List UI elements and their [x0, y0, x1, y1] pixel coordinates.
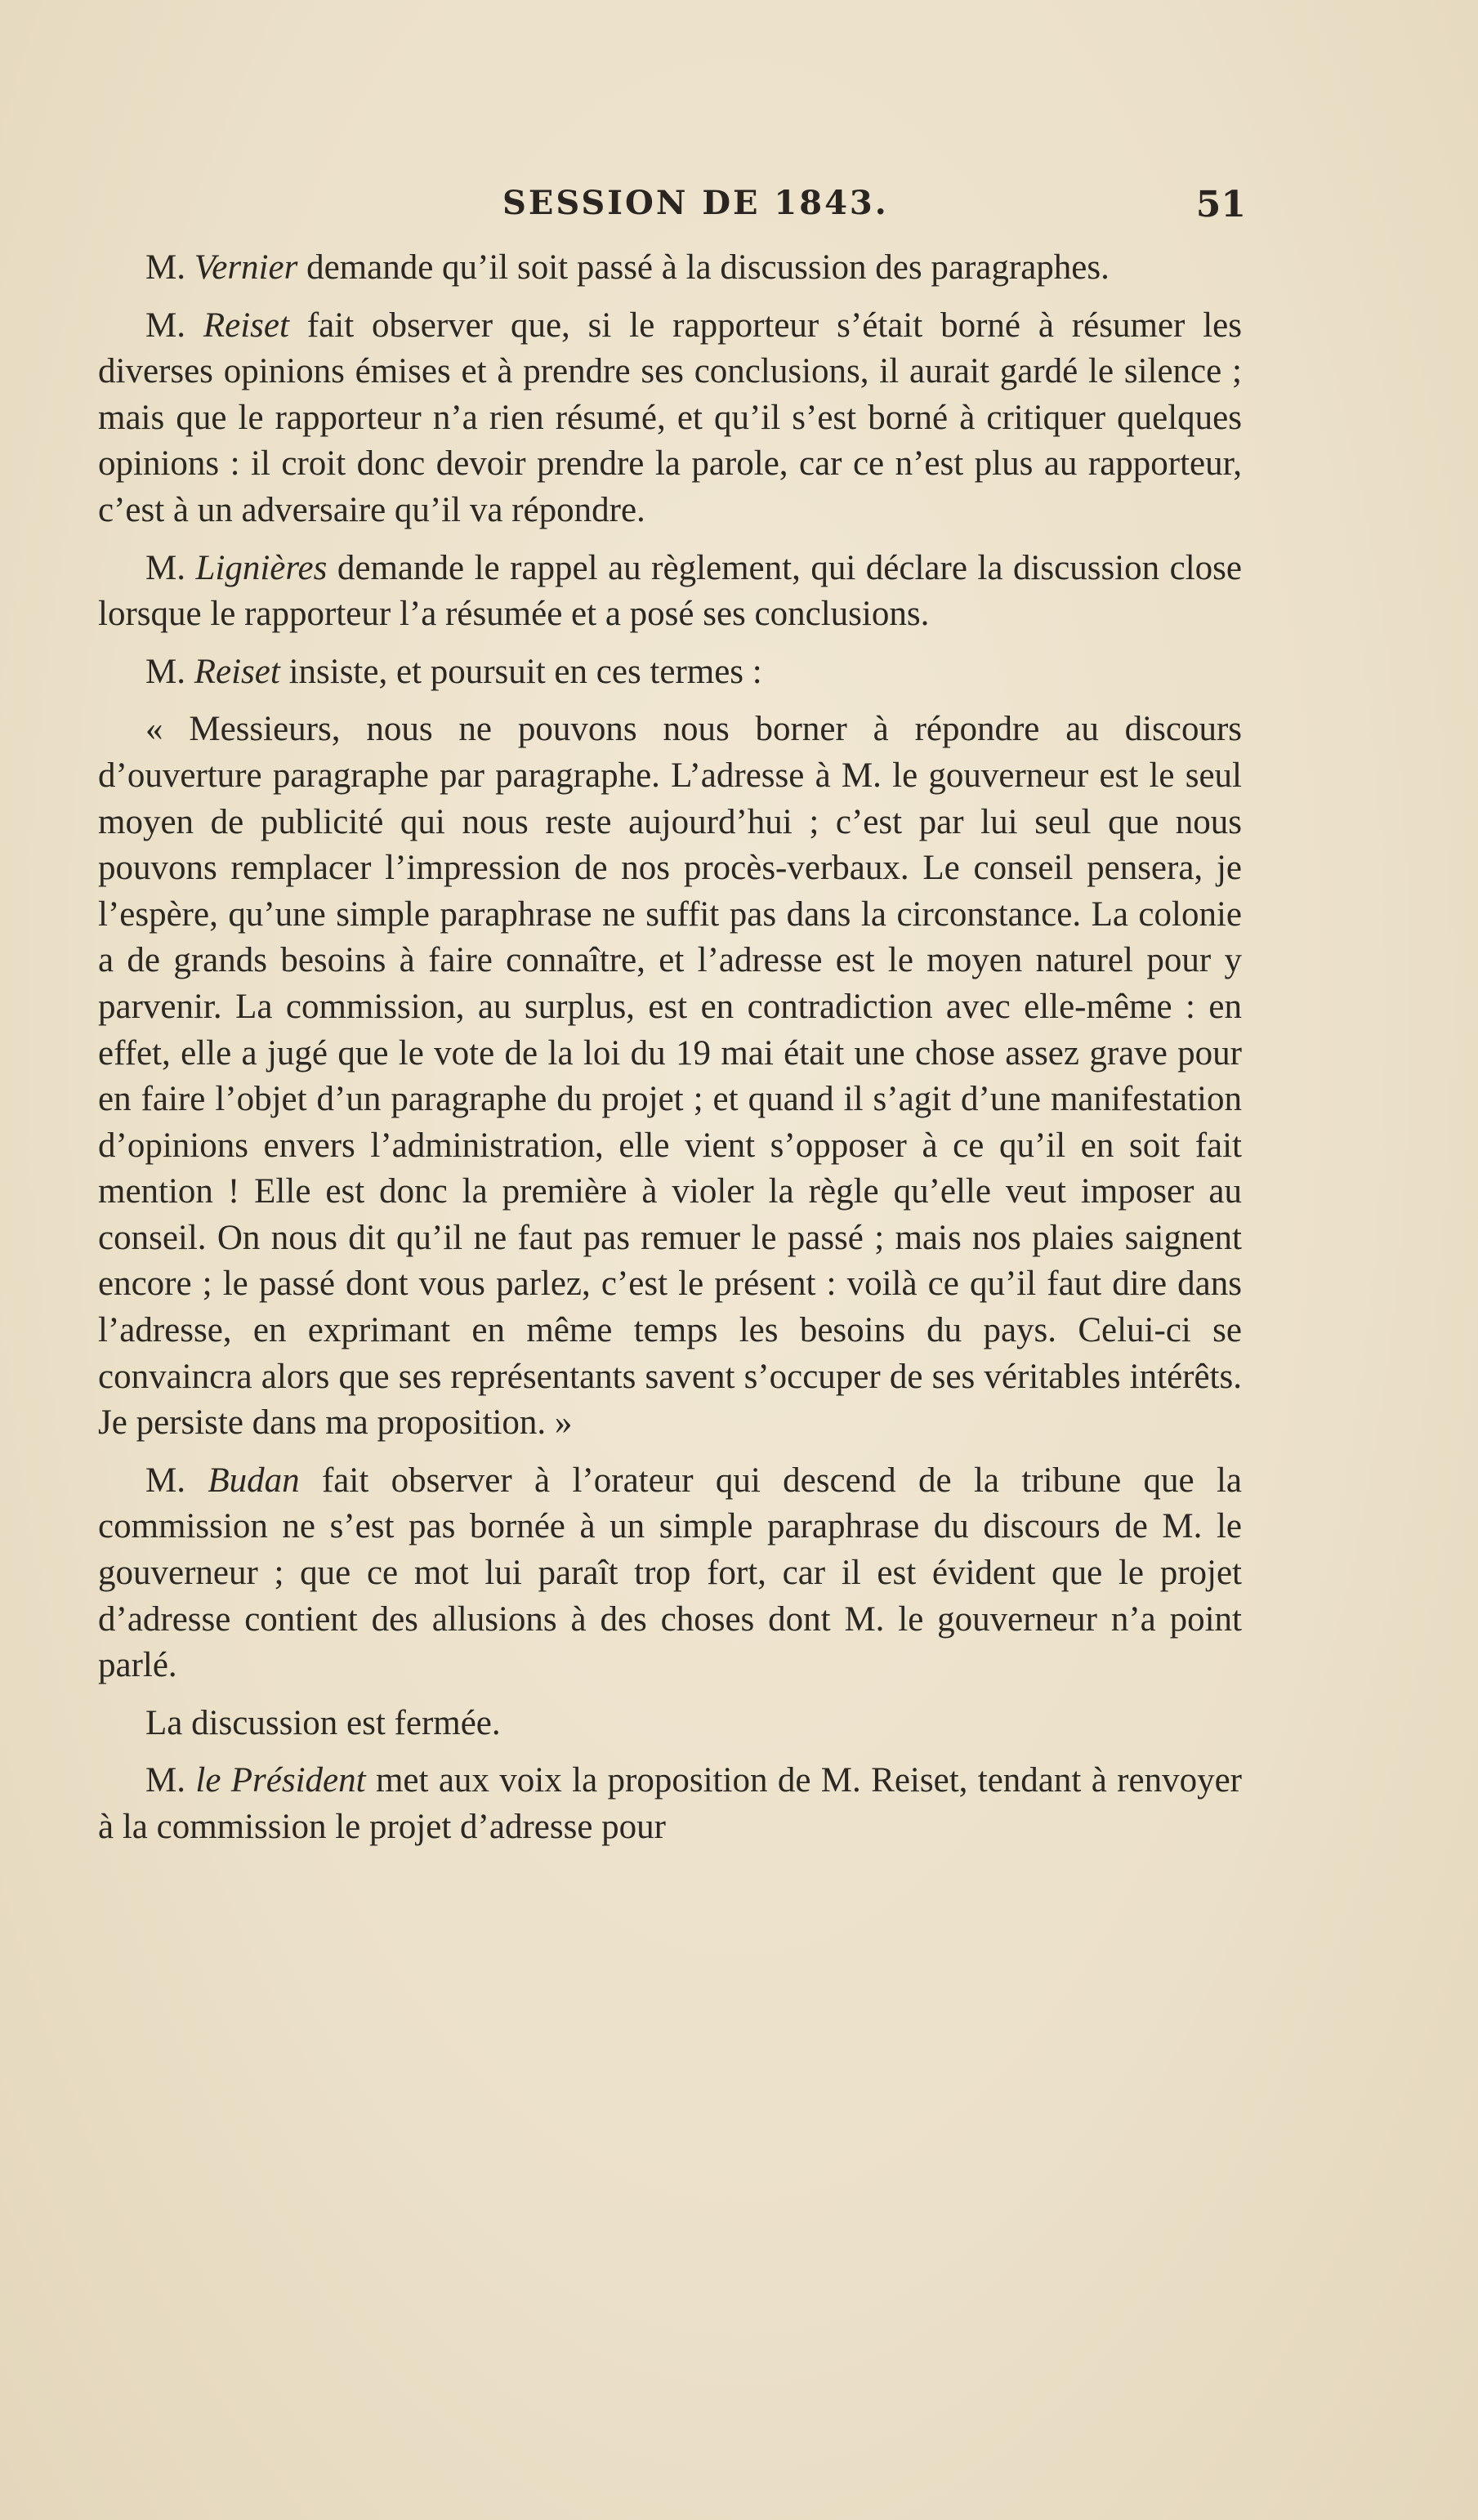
speaker-name: Reiset: [203, 306, 289, 345]
paragraph-text: insiste, et poursuit en ces termes :: [279, 652, 762, 691]
speaker-prefix: M.: [145, 248, 194, 287]
paragraph-text: fait observer que, si le rapporteur s’était borné à résumer les diverses opinions émises et à prendre ses conclusions, il aurait gardé le silence ; mais que le rapporteur n’a rien résumé, et qu’il s’est borné à critiquer quelques opinions : il croit donc devoir prendre la parole, car ce n’est plus au rapporteur, c’est à un adversaire qu’il va répondre.: [98, 306, 1242, 529]
speaker-name: le Président: [195, 1761, 366, 1800]
speaker-prefix: M.: [145, 306, 203, 345]
paragraph: [98, 245, 1242, 292]
running-title: SESSION DE 1843.: [502, 184, 889, 222]
paragraph: [98, 1458, 1242, 1689]
paragraph: [98, 1758, 1242, 1850]
body-text: [98, 245, 1242, 1851]
paragraph-text: demande le rappel au règlement, qui déclare la discussion close lorsque le rapporteur l’a résumée et a posé ses conclusions.: [98, 548, 1243, 634]
paragraph-text: demande qu’il soit passé à la discussion des paragraphes.: [297, 248, 1110, 287]
speaker-prefix: M.: [145, 548, 196, 587]
speaker-prefix: M.: [145, 652, 194, 691]
page-number: 51: [1195, 184, 1246, 225]
speaker-name: Lignières: [195, 548, 328, 587]
paragraph: [98, 649, 1242, 696]
paragraph: [98, 1701, 1242, 1747]
paragraph-text: fait observer à l’orateur qui descend de la tribune que la commission ne s’est pas bornée à un simple paraphrase du discours de M. le gouverneur ; que ce mot lui paraît trop fort, car il est évident que le projet d’adresse contient des allusions à des choses dont M. le gouverneur n’a point parlé.: [98, 1461, 1242, 1685]
paragraph-text: « Messieurs, nous ne pouvons nous borner à répondre au discours d’ouverture paragraphe par paragraphe. L’adresse à M. le gouverneur est le seul moyen de publicité qui nous reste aujourd’hui ; c’est par lui seul que nous pouvons remplacer l’impression de nos procès-verbaux. Le conseil pensera, je l’espère, qu’une simple paraphrase ne suffit pas dans la circonstance. La colonie a de grands besoins à faire connaître, et l’adresse est le moyen naturel pour y parvenir. La commission, au surplus, est en contradiction avec elle-même : en effet, elle a jugé que le vote de la loi du 19 mai était une chose assez grave pour en faire l’objet d’un paragraphe du projet ; et quand il s’agit d’une manifestation d’opinions envers l’administration, elle vient s’opposer à ce qu’il en soit fait mention ! Elle est donc la première à violer la règle qu’elle veut imposer au conseil. On nous dit qu’il ne faut pas remuer le passé ; mais nos plaies saignent encore ; le passé dont vous parlez, c’est le présent : voilà ce qu’il faut dire dans l’adresse, en exprimant en même temps les besoins du pays. Celui-ci se convaincra alors que ses représentants savent s’occuper de ses véritables intérêts. Je persiste dans ma proposition. »: [98, 710, 1242, 1443]
paragraph: [98, 303, 1242, 534]
speaker-name: Vernier: [194, 248, 298, 287]
quoted-speech: [98, 707, 1242, 1447]
paragraph-text: met aux voix la proposition de M. Reiset, tendant à renvoyer à la commission le projet d’adresse pour: [98, 1761, 1242, 1846]
paragraph: [98, 546, 1242, 638]
speaker-name: Budan: [208, 1461, 300, 1500]
speaker-prefix: M.: [145, 1461, 208, 1500]
running-head: [98, 184, 1246, 233]
paragraph-text: La discussion est fermée.: [145, 1703, 501, 1742]
speaker-name: Reiset: [194, 652, 280, 691]
speaker-prefix: M.: [145, 1761, 196, 1800]
